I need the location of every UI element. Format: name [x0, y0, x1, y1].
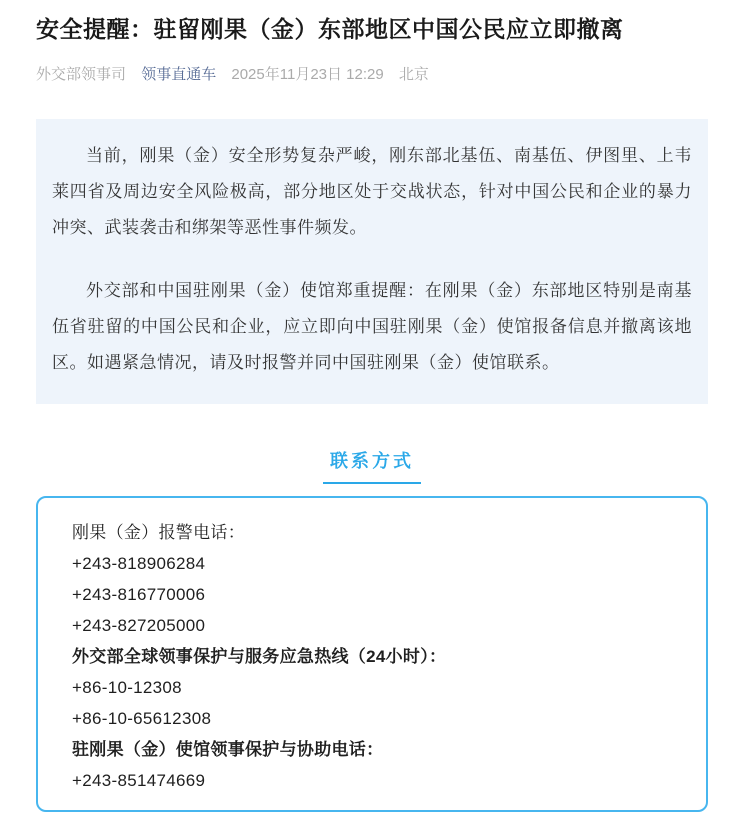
- phone-number: +243-816770006: [72, 585, 206, 604]
- contact-section-header: [36, 447, 708, 484]
- phone-number: +86-10-65612308: [72, 709, 212, 728]
- meta-account-link[interactable]: 领事直通车: [141, 66, 217, 83]
- meta-source: 外交部领事司: [36, 66, 127, 83]
- contact-label-hotline: 外交部全球领事保护与服务应急热线（24小时）：: [72, 647, 447, 666]
- contact-label-embassy: 驻刚果（金）使馆领事保护与协助电话：: [72, 740, 384, 759]
- article-meta: [36, 63, 708, 84]
- phone-number: +86-10-12308: [72, 678, 182, 697]
- meta-datetime: 2025年11月23日 12:29: [231, 66, 384, 83]
- phone-number: +243-851474669: [72, 771, 206, 790]
- phone-number: +243-827205000: [72, 616, 206, 635]
- contact-label-police: 刚果（金）报警电话：: [72, 523, 245, 542]
- contact-card: [36, 496, 708, 812]
- alert-paragraph-1: 当前，刚果（金）安全形势复杂严峻，刚东部北基伍、南基伍、伊图里、上韦莱四省及周边安全风险极高，部分地区处于交战状态，针对中国公民和企业的暴力冲突、武装袭击和绑架等恶性事件频发。: [52, 146, 692, 237]
- contact-heading: 联系方式: [323, 447, 421, 484]
- meta-location: 北京: [398, 66, 429, 83]
- alert-paragraph-2: 外交部和中国驻刚果（金）使馆郑重提醒：在刚果（金）东部地区特别是南基伍省驻留的中国公民和企业，应立即向中国驻刚果（金）使馆报备信息并撤离该地区。如遇紧急情况，请及时报警并同中国驻刚果（金）使馆联系。: [52, 281, 692, 372]
- article-title: 安全提醒：驻留刚果（金）东部地区中国公民应立即撤离: [36, 16, 624, 42]
- phone-number: +243-818906284: [72, 554, 206, 573]
- alert-notice-box: [36, 119, 708, 404]
